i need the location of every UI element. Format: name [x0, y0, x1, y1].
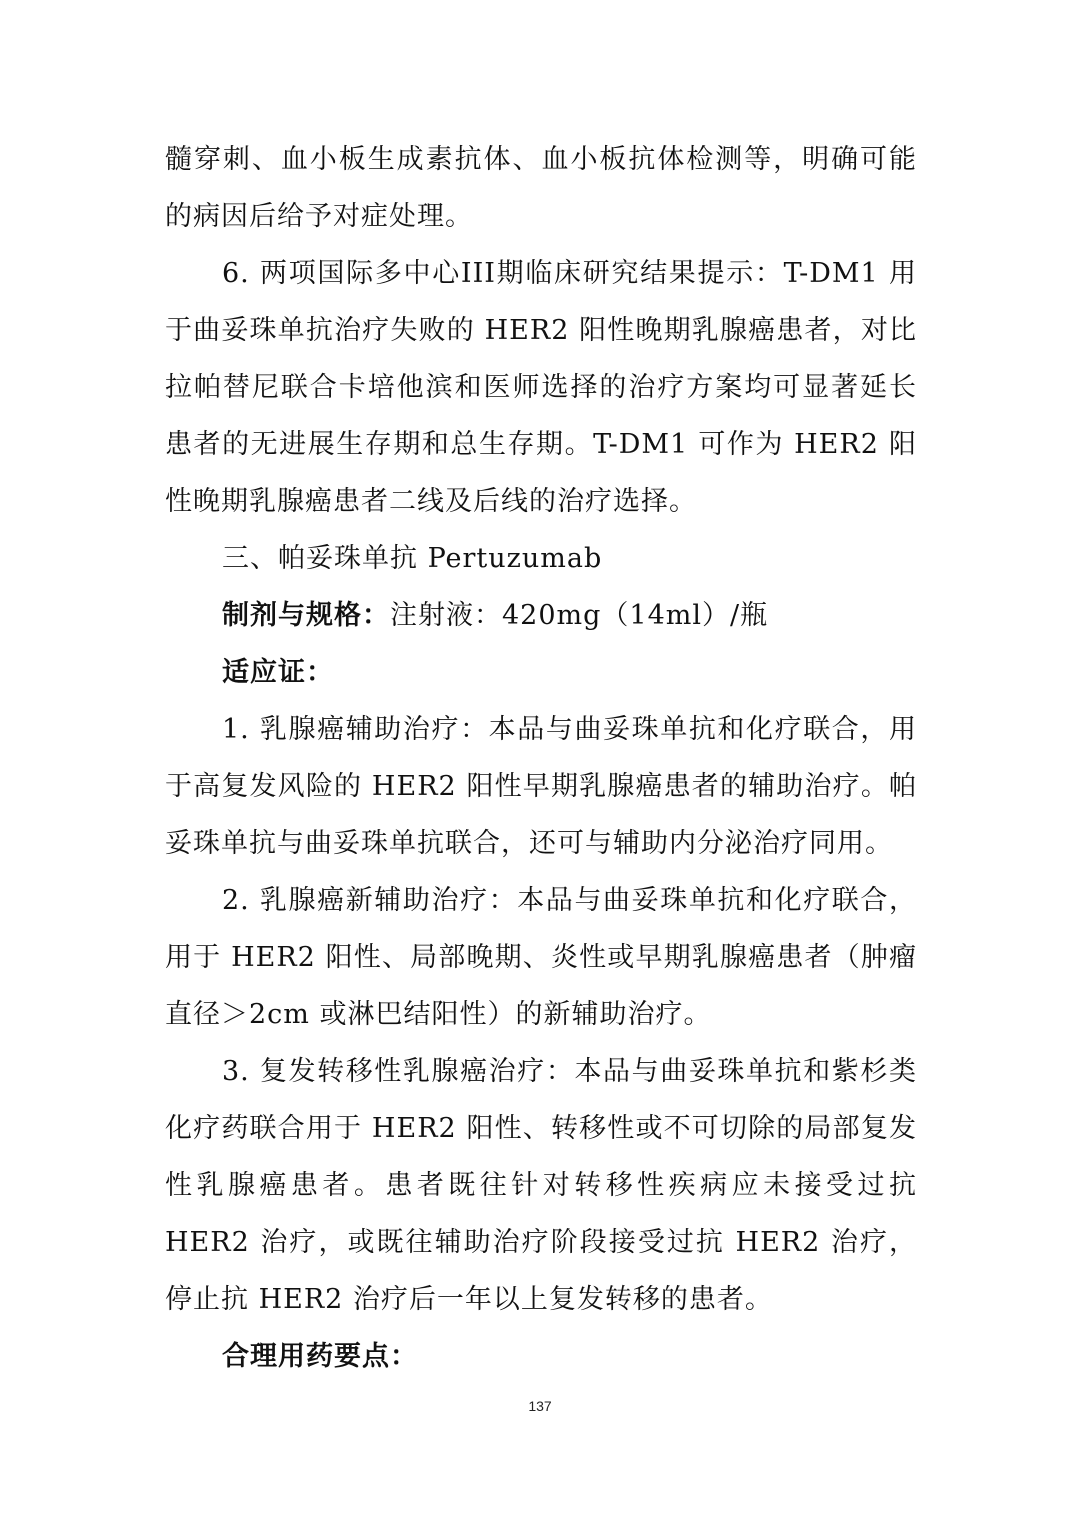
page-body: [165, 131, 917, 1385]
paragraph-continuation: 髓穿刺、血小板生成素抗体、血小板抗体检测等，明确可能的病因后给予对症处理。: [165, 144, 917, 232]
section-heading: 三、帕妥珠单抗 Pertuzumab: [222, 543, 603, 574]
paragraph-tdm1-evidence: 6. 两项国际多中心III期临床研究结果提示：T-DM1 用于曲妥珠单抗治疗失败的 HER2 阳性晚期乳腺癌患者，对比拉帕替尼联合卡培他滨和医师选择的治疗方案均可显著延长患者的无进展生存期和总生存期。T-DM1 可作为 HER2 阳性晚期乳腺癌患者二线及后线的治疗选择。: [165, 258, 917, 517]
rational-use-label: 合理用药要点：: [222, 1341, 418, 1372]
indications-label: 适应证：: [222, 657, 334, 688]
indication-item: 2. 乳腺癌新辅助治疗：本品与曲妥珠单抗和化疗联合，用于 HER2 阳性、局部晚期、炎性或早期乳腺癌患者（肿瘤直径＞2cm 或淋巴结阳性）的新辅助治疗。: [165, 885, 917, 1030]
formulation-line: [165, 587, 917, 644]
page-number: 137: [528, 1398, 552, 1414]
formulation-value: 注射液：420mg（14ml）/瓶: [390, 600, 769, 631]
indication-item: 3. 复发转移性乳腺癌治疗：本品与曲妥珠单抗和紫杉类化疗药联合用于 HER2 阳性、转移性或不可切除的局部复发性乳腺癌患者。患者既往针对转移性疾病应未接受过抗 HER2 治疗，或既往辅助治疗阶段接受过抗 HER2 治疗，停止抗 HER2 治疗后一年以上复发转移的患者。: [165, 1056, 917, 1315]
formulation-label: 制剂与规格：: [222, 600, 390, 631]
indication-item: 1. 乳腺癌辅助治疗：本品与曲妥珠单抗和化疗联合，用于高复发风险的 HER2 阳性早期乳腺癌患者的辅助治疗。帕妥珠单抗与曲妥珠单抗联合，还可与辅助内分泌治疗同用。: [165, 714, 917, 859]
